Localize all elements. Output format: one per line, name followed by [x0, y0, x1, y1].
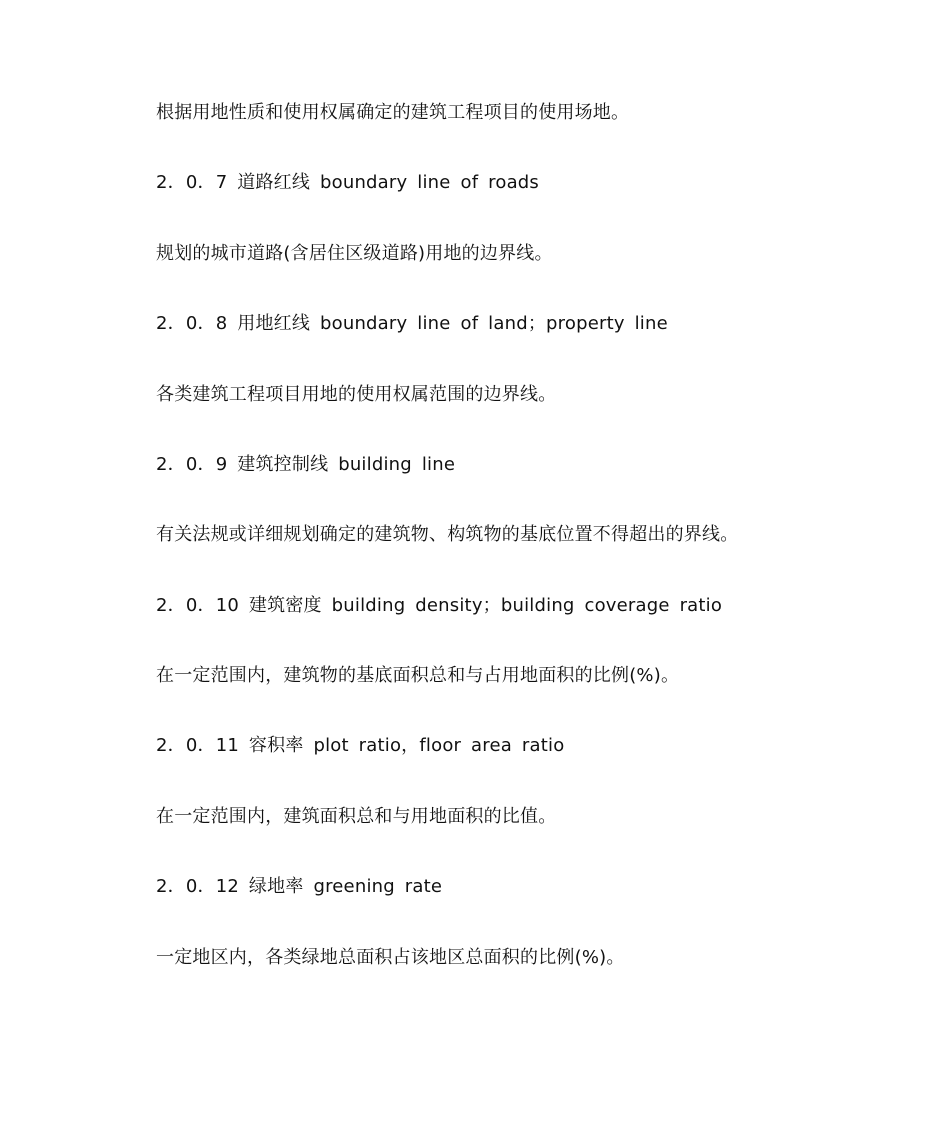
term-heading-2-0-10: 2．0．10 建筑密度 building density；building coverage ratio — [156, 595, 723, 616]
term-heading-2-0-7: 2．0．7 道路红线 boundary line of roads — [156, 172, 540, 193]
definition-text-2-0-9: 有关法规或详细规划确定的建筑物、构筑物的基底位置不得超出的界线。 — [156, 524, 739, 545]
term-heading-2-0-9: 2．0．9 建筑控制线 building line — [156, 454, 456, 475]
definition-text-2-0-11: 在一定范围内，建筑面积总和与用地面积的比值。 — [156, 806, 557, 827]
definition-text-2-0-8: 各类建筑工程项目用地的使用权属范围的边界线。 — [156, 384, 557, 405]
term-heading-2-0-11: 2．0．11 容积率 plot ratio，floor area ratio — [156, 735, 565, 756]
definition-text-2-0-12: 一定地区内，各类绿地总面积占该地区总面积的比例(%)。 — [156, 947, 625, 968]
term-heading-2-0-12: 2．0．12 绿地率 greening rate — [156, 876, 443, 897]
definition-text-site: 根据用地性质和使用权属确定的建筑工程项目的使用场地。 — [156, 102, 630, 123]
term-heading-2-0-8: 2．0．8 用地红线 boundary line of land；property line — [156, 313, 668, 334]
definition-text-2-0-7: 规划的城市道路(含居住区级道路)用地的边界线。 — [156, 243, 553, 264]
definition-text-2-0-10: 在一定范围内，建筑物的基底面积总和与占用地面积的比例(%)。 — [156, 665, 680, 686]
